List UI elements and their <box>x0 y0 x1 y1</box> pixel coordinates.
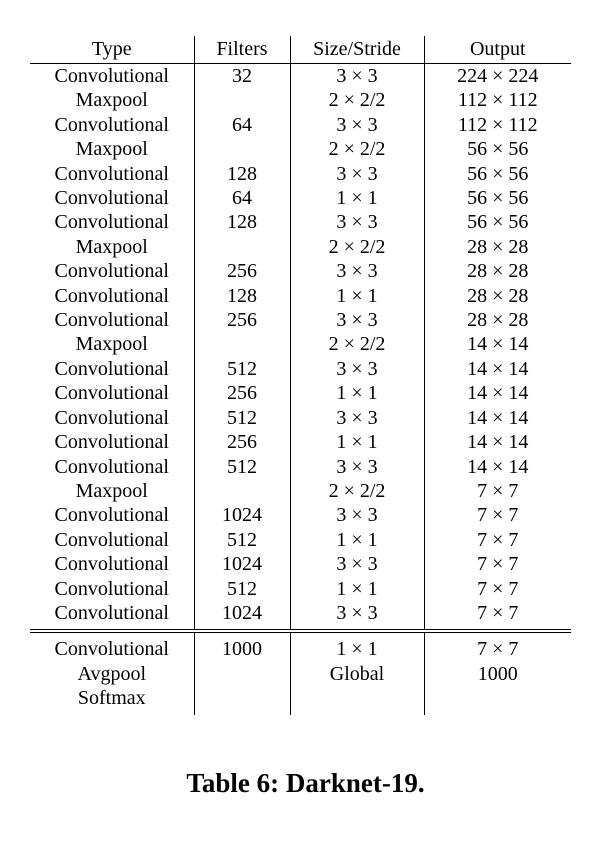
table-row <box>30 631 571 661</box>
table-row <box>30 235 571 259</box>
table-body-tail <box>30 631 571 714</box>
table-row <box>30 381 571 405</box>
cell-size-stride: 3 × 3 <box>290 308 424 332</box>
cell-size-stride: 3 × 3 <box>290 64 424 89</box>
cell-type: Convolutional <box>54 260 169 283</box>
cell-output: 7 × 7 <box>424 479 571 503</box>
table-row <box>30 162 571 186</box>
cell-output: 7 × 7 <box>424 631 571 661</box>
cell-output: 112 × 112 <box>424 88 571 112</box>
cell-output: 56 × 56 <box>424 186 571 210</box>
cell-type: Convolutional <box>54 431 169 454</box>
cell-output: 7 × 7 <box>424 503 571 527</box>
cell-size-stride <box>290 686 424 714</box>
cell-type: Convolutional <box>54 284 169 307</box>
table-row <box>30 577 571 601</box>
cell-filters: 256 <box>194 308 290 332</box>
cell-size-stride: 1 × 1 <box>290 381 424 405</box>
cell-filters <box>194 662 290 686</box>
table-header-row <box>30 36 571 64</box>
cell-size-stride: Global <box>290 662 424 686</box>
header-filters: Filters <box>194 36 290 64</box>
cell-type: Convolutional <box>30 64 194 89</box>
cell-type: Maxpool <box>75 89 148 112</box>
table-row <box>30 186 571 210</box>
cell-size-stride: 3 × 3 <box>290 113 424 137</box>
cell-output: 14 × 14 <box>424 406 571 430</box>
table-row <box>30 64 571 89</box>
table-row <box>30 357 571 381</box>
cell-type: Convolutional <box>54 162 169 185</box>
cell-size-stride: 2 × 2/2 <box>290 88 424 112</box>
table-row <box>30 479 571 503</box>
cell-type: Convolutional <box>54 577 169 600</box>
cell-filters: 64 <box>194 113 290 137</box>
cell-filters <box>194 686 290 714</box>
table-row <box>30 455 571 479</box>
header-output: Output <box>424 36 571 64</box>
cell-type: Maxpool <box>75 138 148 161</box>
table-row <box>30 528 571 552</box>
cell-output: 28 × 28 <box>424 235 571 259</box>
cell-filters: 64 <box>194 186 290 210</box>
cell-type: Convolutional <box>54 455 169 478</box>
table-row <box>30 113 571 137</box>
cell-size-stride: 3 × 3 <box>290 601 424 631</box>
cell-type: Maxpool <box>75 235 148 258</box>
cell-output: 28 × 28 <box>424 259 571 283</box>
table-body-main <box>30 64 571 632</box>
cell-output: 56 × 56 <box>424 137 571 161</box>
table-row <box>30 259 571 283</box>
cell-filters: 512 <box>194 455 290 479</box>
cell-size-stride: 1 × 1 <box>290 186 424 210</box>
cell-filters <box>194 235 290 259</box>
cell-size-stride: 1 × 1 <box>290 430 424 454</box>
cell-filters: 1024 <box>194 601 290 631</box>
cell-output: 1000 <box>424 662 571 686</box>
table-row <box>30 430 571 454</box>
cell-size-stride: 1 × 1 <box>290 577 424 601</box>
cell-size-stride: 3 × 3 <box>290 455 424 479</box>
cell-output: 7 × 7 <box>424 552 571 576</box>
table-row <box>30 332 571 356</box>
table-caption: Table 6: Darknet-19. <box>186 768 425 798</box>
cell-size-stride: 3 × 3 <box>290 210 424 234</box>
cell-size-stride: 2 × 2/2 <box>290 479 424 503</box>
cell-type: Convolutional <box>54 211 169 234</box>
cell-type: Convolutional <box>54 553 169 576</box>
cell-output: 14 × 14 <box>424 357 571 381</box>
table-row <box>30 88 571 112</box>
cell-output: 56 × 56 <box>424 210 571 234</box>
cell-output: 14 × 14 <box>424 381 571 405</box>
cell-output: 56 × 56 <box>424 162 571 186</box>
cell-filters: 1000 <box>194 631 290 661</box>
cell-output <box>424 686 571 714</box>
cell-size-stride: 3 × 3 <box>290 503 424 527</box>
cell-filters: 128 <box>194 284 290 308</box>
cell-type: Maxpool <box>75 479 148 502</box>
header-type: Type <box>91 38 132 60</box>
cell-filters: 1024 <box>194 552 290 576</box>
cell-filters: 128 <box>194 162 290 186</box>
cell-type: Convolutional <box>54 113 169 136</box>
table-row <box>30 662 571 686</box>
table-row <box>30 210 571 234</box>
table-row <box>30 552 571 576</box>
cell-type: Convolutional <box>54 528 169 551</box>
cell-size-stride: 2 × 2/2 <box>290 332 424 356</box>
cell-type: Convolutional <box>30 631 194 661</box>
table-row <box>30 137 571 161</box>
cell-filters: 512 <box>194 577 290 601</box>
cell-size-stride: 3 × 3 <box>290 552 424 576</box>
cell-filters: 256 <box>194 430 290 454</box>
cell-size-stride: 2 × 2/2 <box>290 137 424 161</box>
cell-output: 7 × 7 <box>424 601 571 631</box>
cell-output: 112 × 112 <box>424 113 571 137</box>
cell-type: Convolutional <box>54 309 169 332</box>
cell-size-stride: 3 × 3 <box>290 259 424 283</box>
cell-filters: 512 <box>194 528 290 552</box>
cell-filters <box>194 479 290 503</box>
cell-type: Convolutional <box>54 504 169 527</box>
cell-output: 7 × 7 <box>424 528 571 552</box>
cell-output: 14 × 14 <box>424 430 571 454</box>
cell-output: 14 × 14 <box>424 455 571 479</box>
cell-output: 28 × 28 <box>424 308 571 332</box>
cell-size-stride: 3 × 3 <box>290 357 424 381</box>
table-row <box>30 503 571 527</box>
cell-size-stride: 3 × 3 <box>290 162 424 186</box>
cell-filters: 1024 <box>194 503 290 527</box>
cell-filters <box>194 88 290 112</box>
darknet-table-container <box>30 36 571 715</box>
cell-type: Maxpool <box>75 333 148 356</box>
cell-output: 224 × 224 <box>424 64 571 89</box>
cell-size-stride: 1 × 1 <box>290 528 424 552</box>
table-row <box>30 601 571 631</box>
cell-output: 14 × 14 <box>424 332 571 356</box>
darknet-19-table <box>30 36 571 715</box>
cell-size-stride: 1 × 1 <box>290 631 424 661</box>
cell-type: Convolutional <box>54 187 169 210</box>
cell-output: 28 × 28 <box>424 284 571 308</box>
cell-type: Convolutional <box>54 406 169 429</box>
header-size-stride: Size/Stride <box>290 36 424 64</box>
cell-type: Convolutional <box>54 357 169 380</box>
cell-output: 7 × 7 <box>424 577 571 601</box>
table-row <box>30 406 571 430</box>
cell-filters: 256 <box>194 381 290 405</box>
cell-filters: 128 <box>194 210 290 234</box>
cell-filters: 512 <box>194 357 290 381</box>
cell-type: Convolutional <box>54 601 169 624</box>
cell-filters: 512 <box>194 406 290 430</box>
cell-type: Avgpool <box>77 662 146 685</box>
table-row <box>30 686 571 714</box>
cell-filters <box>194 332 290 356</box>
cell-size-stride: 3 × 3 <box>290 406 424 430</box>
table-row <box>30 284 571 308</box>
cell-filters <box>194 137 290 161</box>
table-row <box>30 308 571 332</box>
cell-type: Softmax <box>77 687 146 710</box>
cell-size-stride: 1 × 1 <box>290 284 424 308</box>
cell-filters: 256 <box>194 259 290 283</box>
cell-size-stride: 2 × 2/2 <box>290 235 424 259</box>
cell-type: Convolutional <box>54 382 169 405</box>
cell-filters: 32 <box>194 64 290 89</box>
